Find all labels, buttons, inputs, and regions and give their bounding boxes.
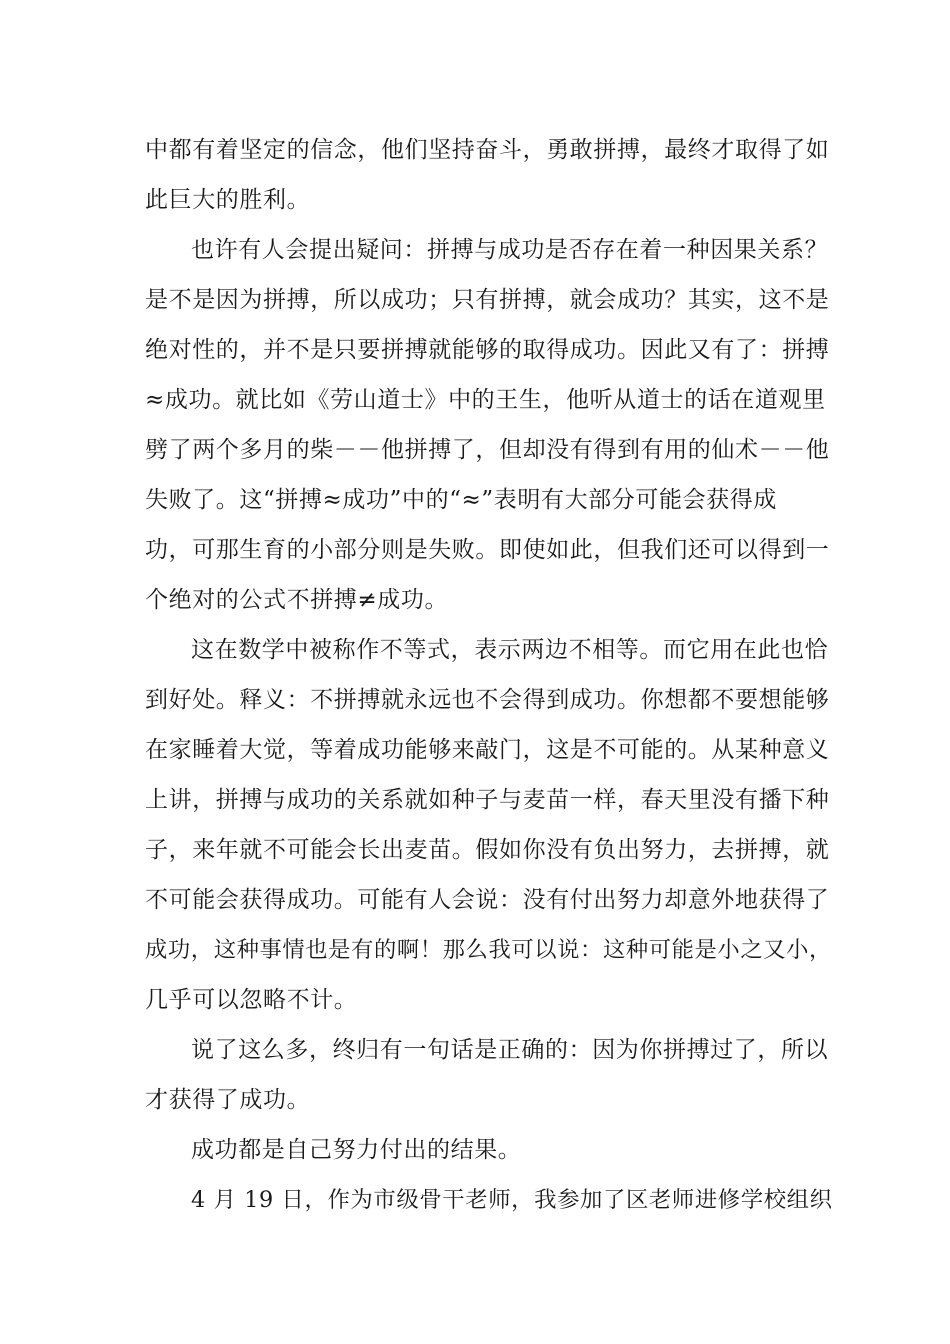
text-line: 上讲，拼搏与成功的关系就如种子与麦苗一样，春天里没有播下种 [145,787,830,813]
text-line: 子，来年就不可能会长出麦苗。假如你没有负出努力，去拼搏，就 [145,837,830,863]
text-line: 个绝对的公式不拼搏≠成功。 [145,587,449,613]
paragraph-start-line: 也许有人会提出疑问：拼搏与成功是否存在着一种因果关系？ [191,237,829,263]
text-line: 是不是因为拼搏，所以成功；只有拼搏，就会成功？其实，这不是 [145,287,830,313]
text-line: 在家睡着大觉，等着成功能够来敲门，这是不可能的。从某种意义 [145,737,830,763]
text-line: 失败了。这“拼搏≈成功”中的“≈”表明有大部分可能会获得成 [145,487,777,513]
text-line: 到好处。释义：不拼搏就永远也不会得到成功。你想都不要想能够 [145,687,830,713]
text-line: 劈了两个多月的柴－－他拼搏了，但却没有得到有用的仙术－－他 [145,437,830,463]
text-line: 不可能会获得成功。可能有人会说：没有付出努力却意外地获得了 [145,887,830,913]
text-line: 中都有着坚定的信念，他们坚持奋斗，勇敢拼搏，最终才取得了如 [145,137,830,163]
text-line: 功，可那生育的小部分则是失败。即使如此，但我们还可以得到一 [145,537,830,563]
text-line: 几乎可以忽略不计。 [145,987,358,1013]
paragraph-start-line: 4 月 19 日，作为市级骨干老师，我参加了区老师进修学校组织 [191,1187,833,1213]
text-line: 绝对性的，并不是只要拼搏就能够的取得成功。因此又有了：拼搏 [145,337,830,363]
paragraph-start-line: 这在数学中被称作不等式，表示两边不相等。而它用在此也恰 [191,637,829,663]
text-line: 成功，这种事情也是有的啊！那么我可以说：这种可能是小之又小， [145,937,832,963]
text-line: 此巨大的胜利。 [145,187,311,213]
text-line: 才获得了成功。 [145,1087,311,1113]
text-line: ≈成功。就比如《劳山道士》中的王生，他听从道士的话在道观里 [145,387,826,413]
paragraph-start-line: 成功都是自己努力付出的结果。 [191,1137,522,1163]
paragraph-start-line: 说了这么多，终归有一句话是正确的：因为你拼搏过了，所以 [191,1037,829,1063]
